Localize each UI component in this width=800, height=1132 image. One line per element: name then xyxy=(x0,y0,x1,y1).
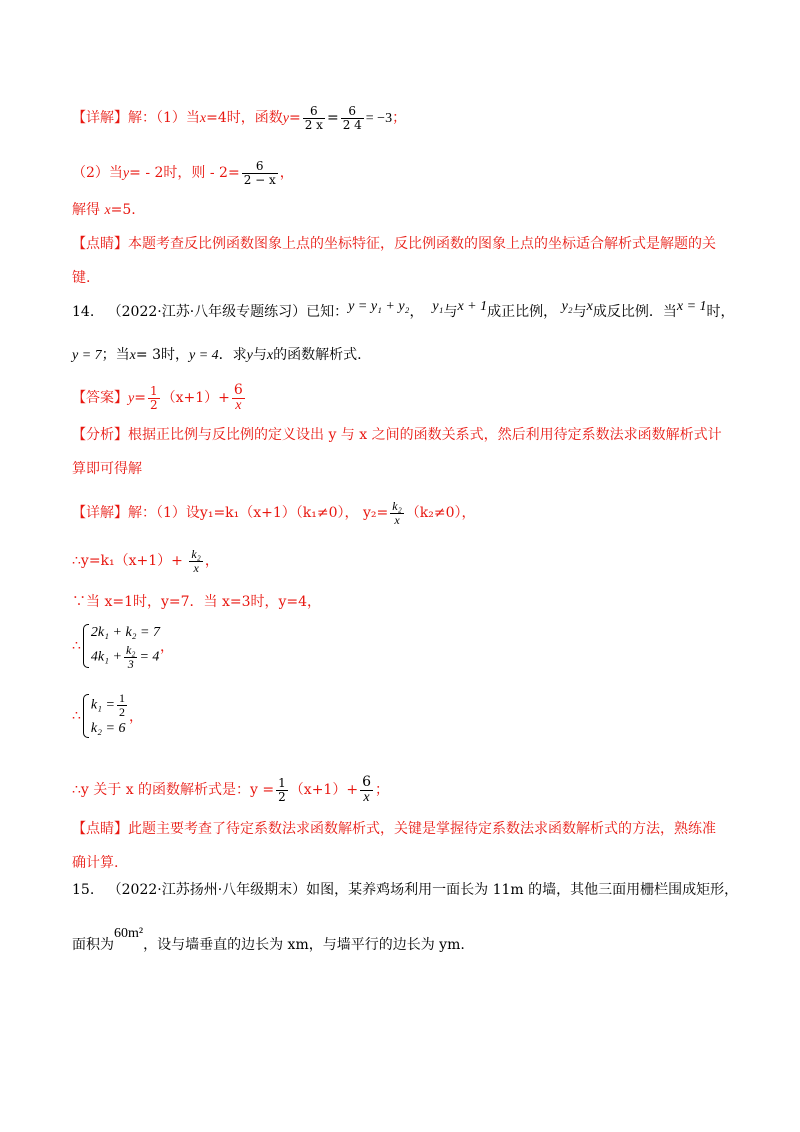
comment-tag: 【点睛】 xyxy=(72,236,128,252)
p13-comment: 【点睛】本题考查反比例函数图象上点的坐标特征，反比例函数的图象上点的坐标适合解析式是解题的关键. xyxy=(72,236,716,286)
comment-tag: 【点睛】 xyxy=(72,821,128,837)
p14-detail-line1: 【详解】解：（1）设y₁=k₁（x+1）（k₁≠0）， y₂= $\frac{\text{k₂}}{x}$ （k₂≠0）， xyxy=(72,499,476,527)
analysis-tag: 【分析】 xyxy=(72,427,128,443)
fraction: $\frac{1}{2}$ xyxy=(278,776,286,804)
equation-system: 2k₁ + k₂ = 7 4k₁ + $\frac{\text{k₂}}{3}$ = 4 xyxy=(81,622,160,670)
equation-system: k₁ = $\frac{1}{2}$ k₂ = 6 xyxy=(81,692,129,740)
p13-detail-line1: 【详解】解：（1）当x=4时，函数y= $\frac{6}{2 x}$ = $\frac{6}{2 4}$ = −3； xyxy=(72,104,407,132)
p14-system1: ∴ 2k₁ + k₂ = 7 4k₁ + $\frac{\text{k₂}}{3}$ = 4 ， xyxy=(72,622,174,670)
p14-analysis: 【分析】根据正比例与反比例的定义设出 y 与 x 之间的函数关系式，然后利用待定系数法求函数解析式计算即可得解 xyxy=(72,427,722,477)
p14-comment: 【点睛】此题主要考查了待定系数法求函数解析式，关键是掌握待定系数法求函数解析式的方法，熟练准确计算. xyxy=(72,821,716,871)
fraction: $\frac{6}{x}$ xyxy=(362,774,371,805)
p13-detail-line2: （2）当y= - 2时，则 - 2= $\frac{6}{2 - x}$ ， xyxy=(72,159,294,187)
fraction: $\frac{\text{k₂}}{x}$ xyxy=(191,547,201,575)
p14-statement-line1: 14. （2022·江苏·八年级专题练习）已知：y = y₁ + y₂， y₁与x + 1成正比例， y₂与x成反比例．当x = 1时， xyxy=(72,299,735,320)
question-number: 14. xyxy=(72,304,95,320)
detail-tag: 【详解】 xyxy=(72,505,128,522)
fraction: $\frac{1}{2}$ xyxy=(149,384,158,412)
p14-statement-line2: y = 7；当x= 3时，y = 4．求y与x的函数解析式. xyxy=(72,347,362,363)
p15-statement-line1: 15. （2022·江苏扬州·八年级期末）如图，某养鸡场利用一面长为 11m 的墙，其他三面用栅栏围成矩形， xyxy=(72,882,739,898)
fraction: $\frac{6}{x}$ xyxy=(233,382,243,413)
fraction: $\frac{\text{k₂}}{x}$ xyxy=(392,499,402,527)
fraction: $\frac{6}{2 - x}$ xyxy=(243,159,276,187)
p13-solution: 解得 x=5. xyxy=(72,202,136,218)
detail-tag: 【详解】 xyxy=(72,110,128,127)
answer-tag: 【答案】 xyxy=(72,390,128,407)
question-number: 15. xyxy=(72,882,95,898)
fraction: $\frac{6}{2 x}$ xyxy=(304,104,323,132)
p14-system2: ∴ k₁ = $\frac{1}{2}$ k₂ = 6 ， xyxy=(72,692,143,740)
p14-final: ∴y 关于 x 的函数解析式是：y = $\frac{1}{2}$ （x+1）+ $\frac{6}{x}$ ； xyxy=(72,774,389,805)
p15-statement-line2: 面积为60m²，设与墙垂直的边长为 xm，与墙平行的边长为 ym. xyxy=(72,926,465,953)
p14-detail-line3: ∵当 x=1时，y=7．当 x=3时，y=4， xyxy=(72,594,322,610)
p14-detail-line2: ∴y=k₁（x+1）+ $\frac{\text{k₂}}{x}$ ， xyxy=(72,547,219,575)
p14-answer: 【答案】y= $\frac{1}{2}$ （x+1）+ $\frac{6}{x}$ xyxy=(72,382,243,413)
fraction: $\frac{6}{2 4}$ xyxy=(342,104,362,132)
